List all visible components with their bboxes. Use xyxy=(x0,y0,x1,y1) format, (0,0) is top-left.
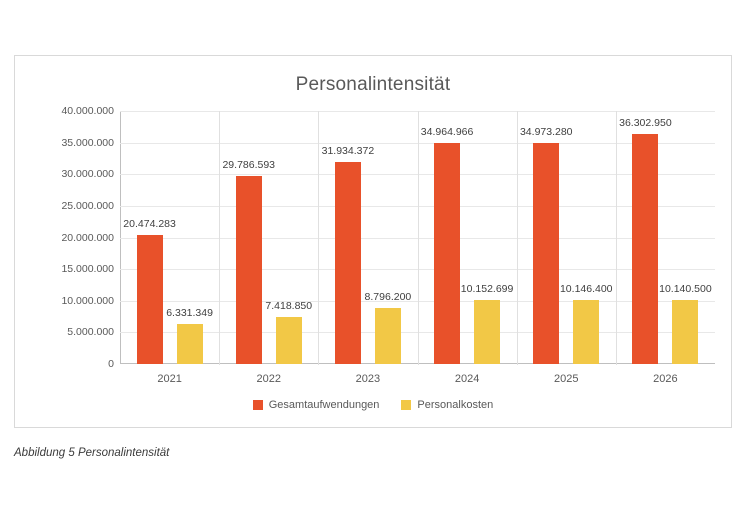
chart-title: Personalintensität xyxy=(295,74,451,95)
bar-gesamtaufwendungen-2025 xyxy=(533,143,559,364)
category-separator xyxy=(418,111,419,365)
bar-value-label: 20.474.283 xyxy=(123,217,176,230)
legend-item[interactable] xyxy=(253,399,380,411)
bar-value-label: 36.302.950 xyxy=(619,117,672,130)
y-axis-tick-label: 20.000.000 xyxy=(61,231,114,244)
chart-legend xyxy=(15,399,731,411)
bar-gesamtaufwendungen-2022 xyxy=(236,176,262,364)
y-axis-tick-label: 35.000.000 xyxy=(61,136,114,149)
y-axis-tick-label: 30.000.000 xyxy=(61,168,114,181)
x-axis-tick-label: 2022 xyxy=(256,373,281,385)
x-axis-tick-label: 2023 xyxy=(355,373,381,385)
plot-area xyxy=(61,105,715,385)
legend-item[interactable] xyxy=(401,399,493,411)
bar-personalkosten-2022 xyxy=(276,317,302,364)
bar-personalkosten-2025 xyxy=(573,300,599,364)
category-separator xyxy=(219,111,220,365)
category-separator xyxy=(616,111,617,365)
bar-personalkosten-2023 xyxy=(375,308,401,364)
bar-gesamtaufwendungen-2021 xyxy=(137,235,163,364)
category-separator xyxy=(318,111,319,365)
legend-swatch-icon xyxy=(401,400,411,410)
figure-caption: Abbildung 5 Personalintensität xyxy=(14,447,170,459)
bar-value-label: 29.786.593 xyxy=(222,158,276,171)
bar-value-label: 7.418.850 xyxy=(265,300,313,313)
bar-gesamtaufwendungen-2024 xyxy=(434,143,460,364)
bar-value-label: 8.796.200 xyxy=(364,291,412,304)
y-axis-tick-label: 15.000.000 xyxy=(61,263,114,276)
bar-value-label: 34.973.280 xyxy=(519,125,573,138)
x-axis-tick-label: 2026 xyxy=(653,373,678,385)
x-axis-tick-label: 2021 xyxy=(157,373,182,385)
y-axis-tick-label: 25.000.000 xyxy=(61,199,114,212)
bar-value-label: 34.964.966 xyxy=(420,125,474,138)
x-axis-tick-label: 2024 xyxy=(454,373,480,385)
bar-value-label: 10.146.400 xyxy=(559,282,613,295)
category-separator xyxy=(517,111,518,365)
bar-value-label: 10.152.699 xyxy=(460,282,514,295)
chart-container xyxy=(14,55,732,428)
legend-label: Gesamtaufwendungen xyxy=(268,399,380,411)
y-axis-tick-label: 10.000.000 xyxy=(61,294,114,307)
bar-gesamtaufwendungen-2023 xyxy=(335,162,361,364)
y-axis-tick-label: 5.000.000 xyxy=(67,326,114,339)
bar-personalkosten-2026 xyxy=(672,300,698,364)
y-axis-tick-label: 40.000.000 xyxy=(61,105,114,117)
bar-value-label: 10.140.500 xyxy=(659,282,712,295)
y-axis-tick-label: 0 xyxy=(108,358,114,370)
bar-gesamtaufwendungen-2026 xyxy=(632,134,658,364)
bar-personalkosten-2021 xyxy=(177,324,203,364)
bar-value-label: 6.331.349 xyxy=(166,306,213,319)
legend-swatch-icon xyxy=(253,400,263,410)
legend-label: Personalkosten xyxy=(417,399,494,411)
x-axis-tick-label: 2025 xyxy=(554,373,579,385)
bar-value-label: 31.934.372 xyxy=(321,145,375,157)
bar-personalkosten-2024 xyxy=(474,300,500,364)
